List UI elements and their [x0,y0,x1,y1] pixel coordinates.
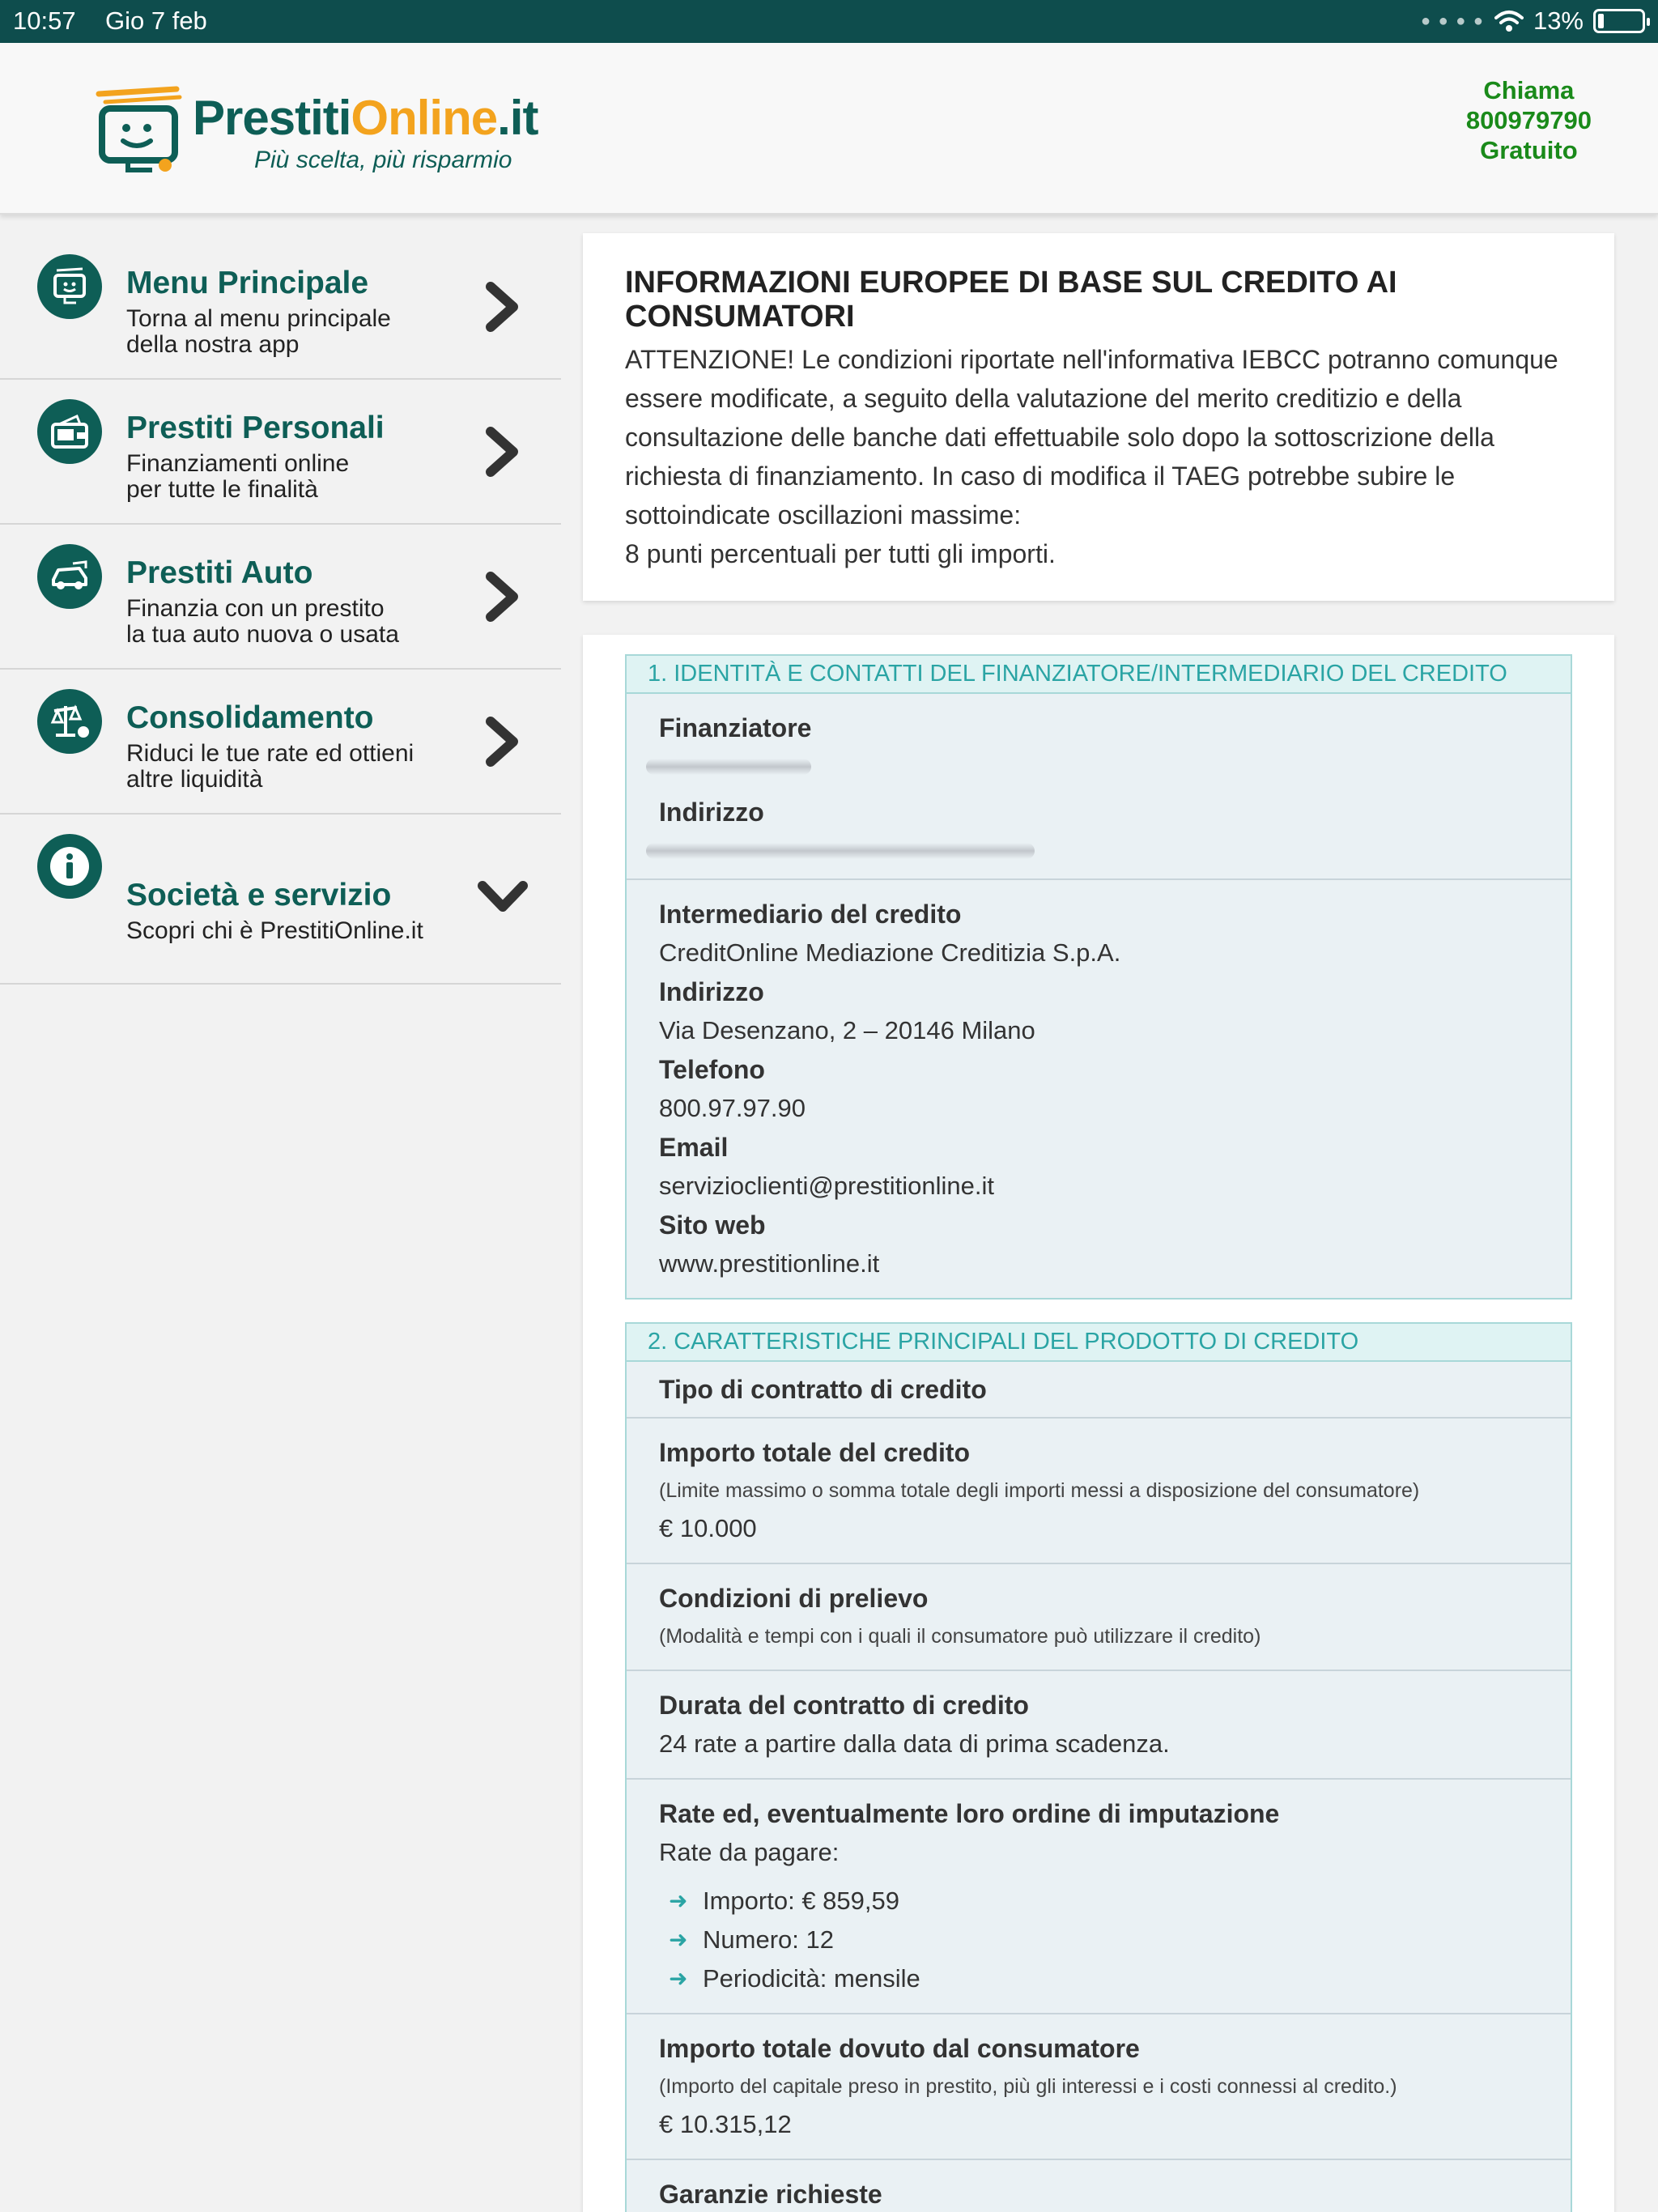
chevron-down-icon [476,878,529,915]
wallet-icon [37,399,102,464]
finanziatore-block [627,694,1571,880]
call-button[interactable] [1466,75,1592,165]
logo-tagline: Più scelta, più risparmio [254,147,512,173]
sidebar-item-consolidamento[interactable] [0,670,561,815]
sidebar-item-prestiti-auto[interactable] [0,525,561,670]
condizioni-label: Condizioni di prelievo [659,1584,929,1613]
indirizzo-value: Via Desenzano, 2 – 20146 Milano [659,1016,1035,1044]
importo-value: € 10.000 [659,1514,757,1542]
sito-label: Sito web [659,1210,766,1240]
sidebar-menu [0,235,561,985]
wifi-icon [1494,10,1524,32]
status-right [1421,6,1645,36]
call-phone-number: 800979790 [1465,106,1592,134]
importo-label: Importo totale del credito [659,1438,971,1467]
sidebar-item-subtitle: Finanzia con un prestito la tua auto nuova o usata [126,595,399,648]
telefono-value[interactable]: 800.97.97.90 [659,1094,806,1122]
sidebar-item-title: Prestiti Auto [126,555,313,590]
tipo-label: Tipo di contratto di credito [659,1375,987,1404]
intermediario-value: CreditOnline Mediazione Creditizia S.p.A. [659,938,1121,967]
arrow-right-icon: ➜ [669,1888,688,1913]
status-bar [0,0,1658,43]
sito-value[interactable]: www.prestitionline.it [659,1249,880,1278]
dovuto-label: Importo totale dovuto dal consumatore [659,2034,1140,2063]
list-item: ➜ Importo: € 859,59 [659,1882,1538,1921]
call-line-1: Chiama [1483,76,1575,104]
sidebar-item-societa-servizio[interactable] [0,815,561,985]
details-card [583,635,1614,2212]
email-label: Email [659,1133,729,1162]
status-time: 10:57 [13,6,76,35]
rate-intro: Rate da pagare: [659,1838,840,1866]
scale-icon [37,689,102,754]
intro-warning-text: ATTENZIONE! Le condizioni riportate nell'informativa IEBCC potranno comunque essere modificate, a seguito della valutazione del merito creditizio e della consultazione delle banche dati effettuabile solo dopo la sottoscrizione della richiesta di finanziamento. In caso di modifica il TAEG potrebbe subire le sottoindicate oscillazioni massime: 8 punti percentuali per tutti gli importi. [625,345,1558,568]
durata-label: Durata del contratto di credito [659,1691,1029,1720]
signal-icon: ● ● ● ● [1420,11,1485,30]
dovuto-value: € 10.315,12 [659,2110,792,2138]
finanziatore-label: Finanziatore [659,713,812,742]
sidebar-item-title: Società e servizio [126,878,392,912]
garanzie-block [627,2160,1571,2212]
condizioni-block [627,1564,1571,1671]
chevron-right-icon [484,282,521,332]
condizioni-note: (Modalità e tempi con i quali il consumatore può utilizzare il credito) [659,1625,1261,1648]
rate-label: Rate ed, eventualmente loro ordine di imputazione [659,1799,1280,1828]
indirizzo-label: Indirizzo [659,977,764,1006]
info-icon [37,834,102,899]
tipo-block [627,1362,1571,1419]
durata-value: 24 rate a partire dalla data di prima scadenza. [659,1729,1170,1758]
rate-block [627,1780,1571,2014]
garanzie-label: Garanzie richieste [659,2180,882,2209]
sidebar-item-prestiti-personali[interactable] [0,380,561,525]
arrow-right-icon: ➜ [669,1966,688,1991]
section-header: 2. CARATTERISTICHE PRINCIPALI DEL PRODOTTO DI CREDITO [627,1324,1571,1362]
logo-monitor-icon [96,86,185,173]
dovuto-note: (Importo del capitale preso in prestito, più gli interessi e i costi connessi al credito.) [659,2075,1397,2098]
telefono-label: Telefono [659,1055,765,1084]
arrow-right-icon: ➜ [669,1927,688,1952]
dovuto-block [627,2014,1571,2160]
section-caratteristiche [625,1322,1572,2212]
battery-percent: 13% [1533,6,1584,35]
sidebar-item-subtitle: Torna al menu principale della nostra app [126,305,391,358]
battery-icon [1593,9,1645,33]
chevron-right-icon [484,427,521,477]
status-date: Gio 7 feb [105,6,207,35]
logo[interactable] [96,82,538,179]
redacted-value [646,759,811,775]
home-screen-icon [37,254,102,319]
redacted-value [646,843,1035,859]
list-item: ➜ Numero: 12 [659,1921,1538,1959]
sidebar-item-subtitle: Riduci le tue rate ed ottieni altre liquidità [126,740,414,793]
chevron-right-icon [484,717,521,767]
car-icon [37,544,102,609]
list-item: ➜ Periodicità: mensile [659,1959,1538,1998]
importo-block [627,1419,1571,1564]
email-value[interactable]: servizioclienti@prestitionline.it [659,1172,994,1200]
chevron-right-icon [484,572,521,622]
indirizzo-label: Indirizzo [659,798,764,827]
durata-block [627,1671,1571,1780]
sidebar-item-title: Consolidamento [126,700,374,735]
call-line-3: Gratuito [1480,136,1578,164]
page-title: INFORMAZIONI EUROPEE DI BASE SUL CREDITO AI CONSUMATORI [625,266,1397,334]
sidebar-item-menu-principale[interactable] [0,235,561,380]
sidebar-item-subtitle: Scopri chi è PrestitiOnline.it [126,917,423,944]
section-identita-contatti [625,654,1572,1300]
intro-card [583,233,1614,601]
sidebar-item-title: Menu Principale [126,266,369,300]
sidebar-item-subtitle: Finanziamenti online per tutte le finalità [126,450,350,503]
intermediario-label: Intermediario del credito [659,900,962,929]
app-header [0,43,1658,215]
importo-note: (Limite massimo o somma totale degli importi messi a disposizione del consumatore) [659,1479,1420,1502]
intermediario-block [627,880,1571,1298]
rate-list [659,1882,1538,1998]
section-header: 1. IDENTITÀ E CONTATTI DEL FINANZIATORE/INTERMEDIARIO DEL CREDITO [627,656,1571,694]
logo-wordmark: PrestitiOnline.it [193,91,538,145]
sidebar-item-title: Prestiti Personali [126,410,385,445]
